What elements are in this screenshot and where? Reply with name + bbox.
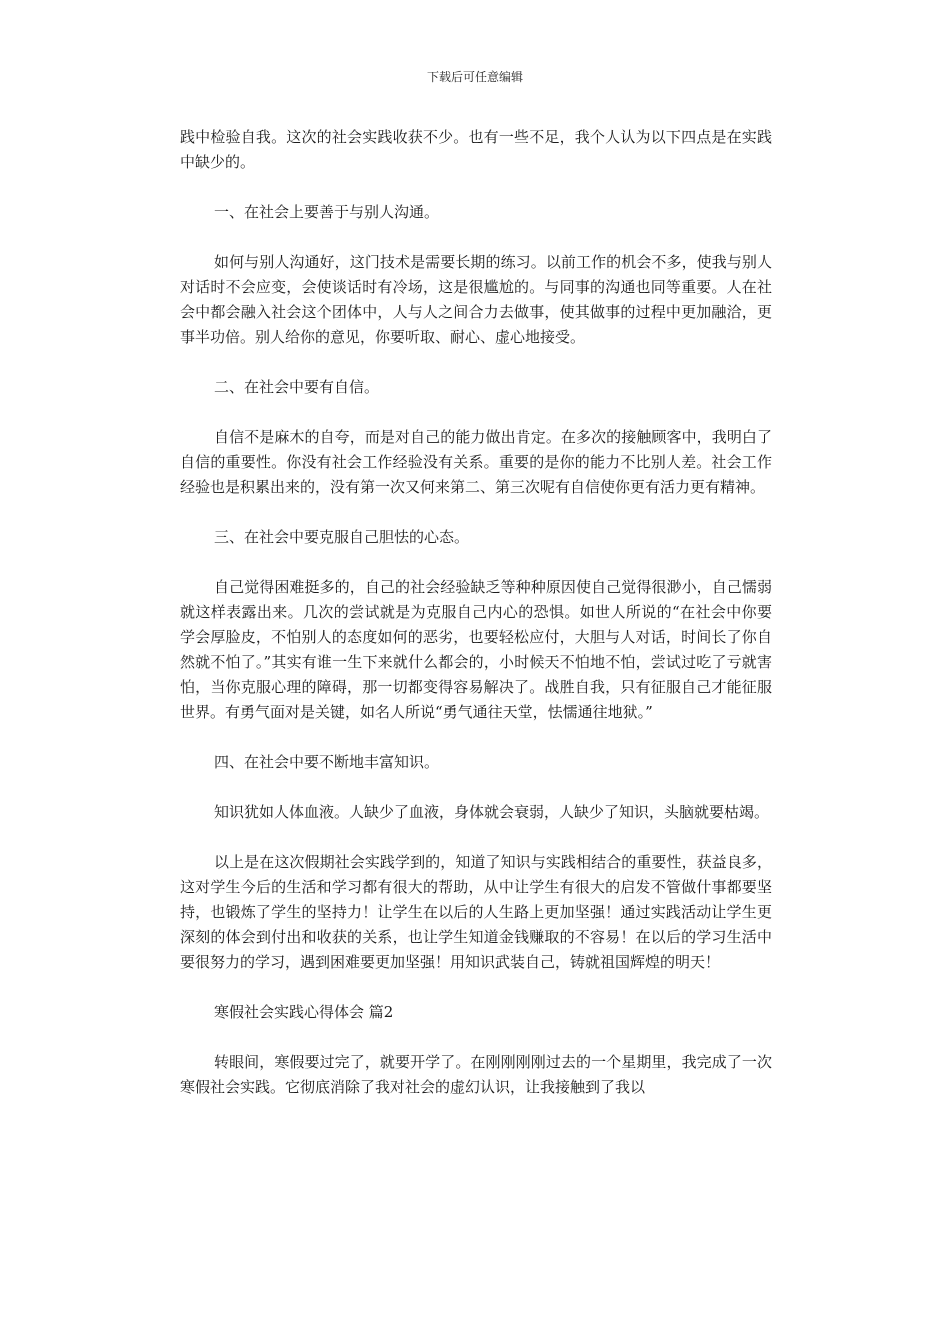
heading-point-4: 四、在社会中要不断地丰富知识。 bbox=[214, 753, 440, 771]
document-body bbox=[180, 125, 772, 1125]
paragraph-courage: 自己觉得困难挺多的，自己的社会经验缺乏等种种原因使自己觉得很渺小，自己懦弱就这样表露出来。几次的尝试就是为克服自己内心的恐惧。如世人所说的“在社会中你要学会厚脸皮，不怕别人的态度如何的恶劣，也要轻松应付，大胆与人对话，时间长了你自然就不怕了。”其实有谁一生下来就什么都会的，小时候天不怕地不怕，尝试过吃了亏就害怕，当你克服心理的障碍，那一切都变得容易解决了。战胜自我，只有征服自己才能征服世界。有勇气面对是关键，如名人所说“勇气通往天堂，怯懦通往地狱。” bbox=[180, 578, 772, 721]
heading-point-3: 三、在社会中要克服自己胆怯的心态。 bbox=[214, 528, 470, 546]
page-header: 下载后可任意编辑 bbox=[426, 70, 523, 84]
paragraph-conclusion: 以上是在这次假期社会实践学到的，知道了知识与实践相结合的重要性，获益良多，这对学生今后的生活和学习都有很大的帮助，从中让学生有很大的启发不管做什事都要坚持，也锻炼了学生的坚持力！让学生在以后的人生路上更加坚强！通过实践活动让学生更深刻的体会到付出和收获的关系，也让学生知道金钱赚取的不容易！在以后的学习生活中要很努力的学习，遇到困难要更加坚强！用知识武装自己，铸就祖国辉煌的明天！ bbox=[180, 853, 772, 971]
heading-point-1: 一、在社会上要善于与别人沟通。 bbox=[214, 203, 440, 221]
paragraph-continuation: 践中检验自我。这次的社会实践收获不少。也有一些不足，我个人认为以下四点是在实践中缺少的。 bbox=[180, 128, 772, 171]
paragraph-confidence: 自信不是麻木的自夸，而是对自己的能力做出肯定。在多次的接触顾客中，我明白了自信的重要性。你没有社会工作经验没有关系。重要的是你的能力不比别人差。社会工作经验也是积累出来的，没有第一次又何来第二、第三次呢有自信使你更有活力更有精神。 bbox=[180, 428, 772, 496]
heading-point-2: 二、在社会中要有自信。 bbox=[214, 378, 380, 396]
section-title-2: 寒假社会实践心得体会 篇2 bbox=[214, 1003, 394, 1021]
paragraph-knowledge: 知识犹如人体血液。人缺少了血液，身体就会衰弱，人缺少了知识，头脑就要枯竭。 bbox=[214, 803, 770, 821]
paragraph-section-2-intro: 转眼间，寒假要过完了，就要开学了。在刚刚刚刚过去的一个星期里，我完成了一次寒假社会实践。它彻底消除了我对社会的虚幻认识，让我接触到了我以 bbox=[180, 1053, 772, 1096]
paragraph-communication: 如何与别人沟通好，这门技术是需要长期的练习。以前工作的机会不多，使我与别人对话时不会应变，会使谈话时有冷场，这是很尴尬的。与同事的沟通也同等重要。人在社会中都会融入社会这个团体中，人与人之间合力去做事，使其做事的过程中更加融洽，更事半功倍。别人给你的意见，你要听取、耐心、虚心地接受。 bbox=[180, 253, 772, 346]
